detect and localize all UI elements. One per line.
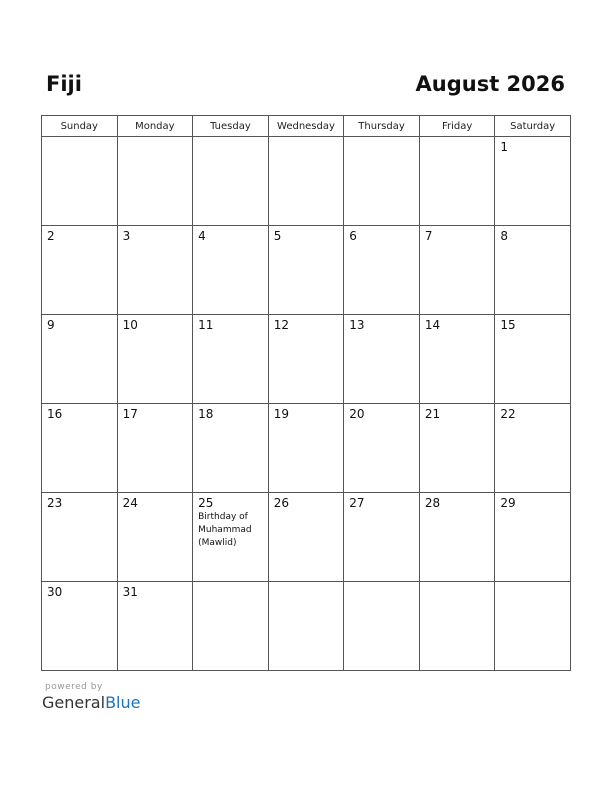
weekday-sunday: Sunday — [42, 116, 118, 137]
day-cell — [268, 226, 344, 315]
day-number: 9 — [47, 318, 55, 332]
empty-day-cell — [42, 137, 118, 226]
day-cell — [495, 137, 571, 226]
day-cell — [268, 493, 344, 582]
day-cell — [419, 493, 495, 582]
empty-day-cell — [268, 137, 344, 226]
day-number: 13 — [349, 318, 365, 332]
day-cell — [193, 226, 269, 315]
month-year-title: August 2026 — [415, 72, 565, 96]
day-number: 28 — [424, 496, 441, 510]
empty-day-cell — [419, 137, 495, 226]
day-number: 26 — [273, 496, 289, 510]
week-row — [42, 404, 571, 493]
day-number: 8 — [500, 229, 509, 243]
day-number: 6 — [349, 229, 357, 243]
day-number: 10 — [122, 318, 138, 332]
day-cell — [117, 315, 193, 404]
day-cell — [419, 315, 495, 404]
day-cell — [495, 493, 571, 582]
day-cell — [42, 404, 118, 493]
day-cell — [117, 582, 193, 671]
week-row — [42, 493, 571, 582]
weekday-friday: Friday — [419, 116, 495, 137]
day-number: 14 — [424, 318, 441, 332]
day-cell — [268, 315, 344, 404]
powered-by-text: powered by — [45, 682, 103, 692]
weekday-tuesday: Tuesday — [193, 116, 269, 137]
day-cell — [268, 404, 344, 493]
weekday-wednesday: Wednesday — [268, 116, 344, 137]
week-row — [42, 582, 571, 671]
generalblue-logo[interactable] — [42, 693, 140, 713]
brand-blue: Blue — [105, 693, 141, 712]
day-number: 19 — [273, 407, 289, 421]
empty-day-cell — [344, 582, 420, 671]
day-cell — [419, 404, 495, 493]
day-number: 30 — [47, 585, 63, 599]
day-cell — [344, 226, 420, 315]
day-cell — [193, 493, 269, 582]
day-number: 23 — [47, 496, 63, 510]
calendar-grid — [41, 115, 571, 671]
day-number: 20 — [349, 407, 365, 421]
day-number: 29 — [500, 496, 516, 510]
empty-day-cell — [495, 582, 571, 671]
day-cell — [193, 404, 269, 493]
week-row — [42, 226, 571, 315]
empty-day-cell — [419, 582, 495, 671]
day-number: 25 — [198, 496, 214, 510]
day-cell — [495, 226, 571, 315]
holiday-event: Birthday of Muhammad (Mawlid) — [198, 512, 252, 548]
day-number: 11 — [198, 318, 214, 332]
week-row — [42, 315, 571, 404]
day-number: 22 — [500, 407, 516, 421]
day-cell — [42, 226, 118, 315]
country-title: Fiji — [46, 72, 82, 96]
empty-day-cell — [193, 582, 269, 671]
day-cell — [117, 404, 193, 493]
weekday-monday: Monday — [117, 116, 193, 137]
weekday-saturday: Saturday — [495, 116, 571, 137]
day-number: 24 — [122, 496, 138, 510]
day-cell — [344, 404, 420, 493]
day-cell — [42, 315, 118, 404]
day-number: 7 — [424, 229, 433, 243]
day-number: 16 — [47, 407, 63, 421]
empty-day-cell — [117, 137, 193, 226]
day-number: 3 — [122, 229, 131, 243]
empty-day-cell — [193, 137, 269, 226]
day-cell — [344, 315, 420, 404]
day-cell — [344, 493, 420, 582]
empty-day-cell — [268, 582, 344, 671]
day-number: 12 — [273, 318, 289, 332]
day-number: 4 — [198, 229, 206, 243]
day-number: 15 — [500, 318, 516, 332]
day-cell — [42, 493, 118, 582]
weekday-header-row — [42, 116, 571, 137]
day-number: 21 — [424, 407, 441, 421]
empty-day-cell — [344, 137, 420, 226]
day-number: 31 — [122, 585, 138, 599]
day-number: 27 — [349, 496, 365, 510]
day-cell — [117, 493, 193, 582]
day-cell — [419, 226, 495, 315]
day-cell — [495, 404, 571, 493]
brand-general: General — [42, 693, 106, 712]
day-number: 1 — [500, 140, 509, 154]
day-cell — [193, 315, 269, 404]
day-cell — [117, 226, 193, 315]
day-number: 18 — [198, 407, 214, 421]
day-number: 2 — [47, 229, 55, 243]
day-cell — [42, 582, 118, 671]
weekday-thursday: Thursday — [344, 116, 420, 137]
day-cell — [495, 315, 571, 404]
day-number: 17 — [122, 407, 138, 421]
day-number: 5 — [273, 229, 282, 243]
week-row — [42, 137, 571, 226]
